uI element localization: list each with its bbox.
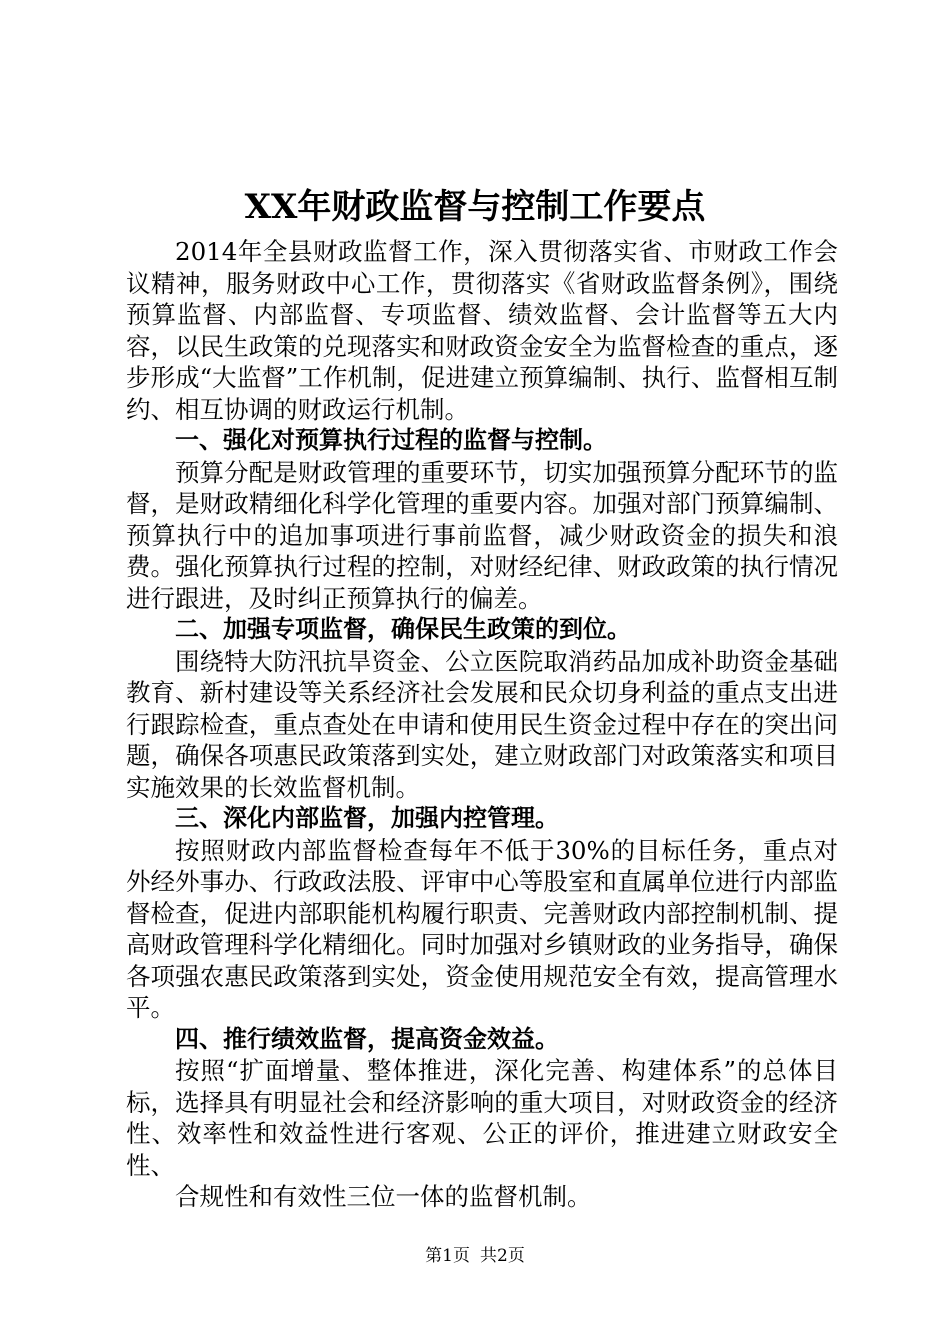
- intro-paragraph: 2014年全县财政监督工作，深入贯彻落实省、市财政工作会议精神，服务财政中心工作，贯彻落实《省财政监督条例》，围绕预算监督、内部监督、专项监督、绩效监督、会计监督等五大内容，以民生政策的兑现落实和财政资金安全为监督检查的重点，逐步形成“大监督”工作机制，促进建立预算编制、执行、监督相互制约、相互协调的财政运行机制。: [126, 237, 838, 424]
- page-number: 第1页: [425, 1246, 470, 1266]
- page-total: 共2页: [480, 1246, 525, 1266]
- closing-paragraph: 合规性和有效性三位一体的监督机制。: [175, 1182, 592, 1211]
- section-paragraph: 预算分配是财政管理的重要环节，切实加强预算分配环节的监督，是财政精细化科学化管理的重要内容。加强对部门预算编制、预算执行中的追加事项进行事前监督，减少财政资金的损失和浪费。强化预算执行过程的控制，对财经纪律、财政政策的执行情况进行跟进，及时纠正预算执行的偏差。: [126, 457, 838, 613]
- page-footer: [0, 1244, 950, 1268]
- section-heading: 四、推行绩效监督，提高资金效益。: [175, 1024, 559, 1053]
- section-heading: 二、加强专项监督，确保民生政策的到位。: [175, 615, 631, 643]
- section-heading: 一、强化对预算执行过程的监督与控制。: [175, 426, 607, 454]
- document-body: [126, 236, 838, 1213]
- section-paragraph: 围绕特大防汛抗旱资金、公立医院取消药品加成补助资金基础教育、新村建设等关系经济社会发展和民众切身利益的重点支出进行跟踪检查，重点查处在申请和使用民生资金过程中存在的突出问题，确保各项惠民政策落到实处，建立财政部门对政策落实和项目实施效果的长效监督机制。: [126, 646, 838, 802]
- section-heading: 三、深化内部监督，加强内控管理。: [175, 804, 559, 832]
- section-paragraph: 按照财政内部监督检查每年不低于30%的目标任务，重点对外经外事办、行政政法股、评审中心等股室和直属单位进行内部监督检查，促进内部职能机构履行职责、完善财政内部控制机制、提高财政管理科学化精细化。同时加强对乡镇财政的业务指导，确保各项强农惠民政策落到实处，资金使用规范安全有效，提高管理水平。: [126, 835, 838, 1022]
- document-title: XX年财政监督与控制工作要点: [244, 187, 706, 227]
- section-paragraph: 按照“扩面增量、整体推进，深化完善、构建体系”的总体目标，选择具有明显社会和经济影响的重大项目，对财政资金的经济性、效率性和效益性进行客观、公正的评价，推进建立财政安全性、: [126, 1056, 838, 1180]
